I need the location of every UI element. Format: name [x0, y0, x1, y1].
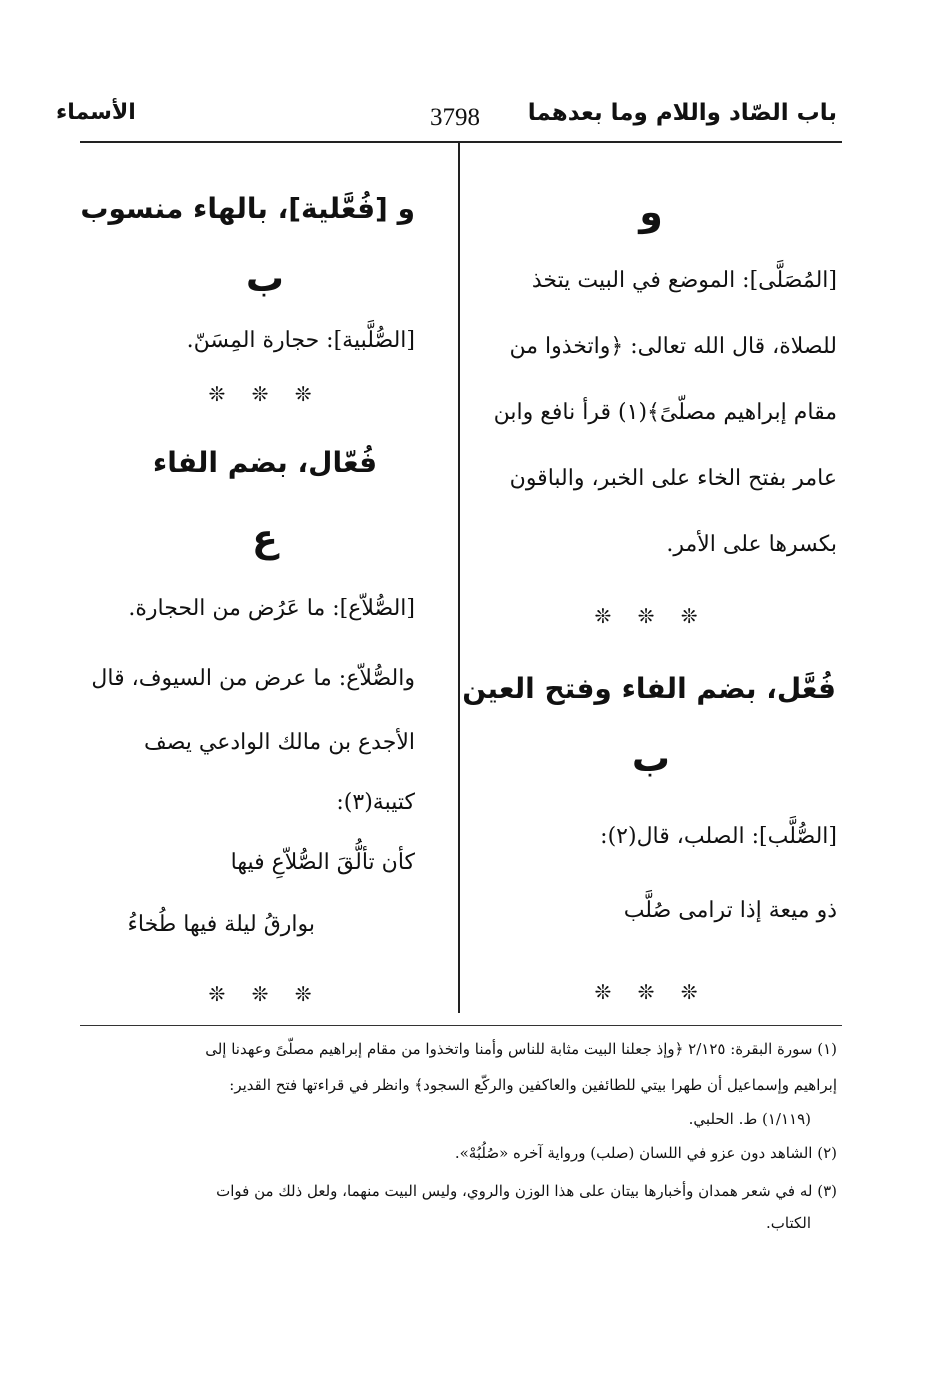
section-separator-stars: ❊ ❊ ❊: [208, 982, 322, 1006]
header-rule: [80, 141, 842, 143]
entry-musalla-line-3: مقام إبراهيم مصلّىً﴾(١) قرأ نافع وابن: [493, 400, 837, 425]
page-number: 3798: [430, 104, 480, 131]
chapter-title: باب الصّاد واللام وما بعدهما: [527, 100, 837, 126]
verse-line-1: كأن تألُّقَ الصُّلاّعِ فيها: [230, 850, 415, 875]
footnote-1-line-1: (١) سورة البقرة: ٢/١٢٥ ﴿وإذ جعلنا البيت مثابة للناس وأمنا واتخذوا من مقام إبراهيم مصلّىً وعهدنا إلى: [205, 1040, 837, 1058]
entry-musalla-line-1: [المُصَلَّى]: الموضع في البيت يتخذ: [531, 268, 837, 293]
entry-sullab: [الصُّلَّب]: الصلب، قال(٢):: [600, 824, 837, 849]
footnote-2: (٢) الشاهد دون عزو في اللسان (صلب) ورواية آخره «صُلُبُهْ».: [454, 1144, 837, 1162]
section-separator-stars: ❊ ❊ ❊: [594, 604, 708, 628]
entry-sullaa-line-2: والصُّلاّع: ما عرض من السيوف، قال: [91, 666, 415, 691]
entry-musalla-line-5: بكسرها على الأمر.: [666, 532, 837, 557]
verse-line-2: بوارقُ ليلة فيها طُخاءُ: [127, 912, 315, 937]
footnote-3-line-2: الكتاب.: [765, 1214, 811, 1232]
letter-ba-heading: ب: [245, 256, 285, 300]
pattern-heading-fuaal: فُعَّل، بضم الفاء وفتح العين: [462, 672, 836, 705]
column-divider: [458, 143, 460, 1013]
entry-sullaa-line-1: [الصُّلاّع]: ما عَرُض من الحجارة.: [128, 596, 415, 621]
section-separator-stars: ❊ ❊ ❊: [208, 382, 322, 406]
pattern-heading-fuaaliya: و [فُعَّلية]، بالهاء منسوب: [80, 192, 415, 225]
footnote-3-line-1: (٣) له في شعر همدان وأخبارها بيتان على هذا الوزن والروي، وليس البيت منهما، ولعل ذلك من فوات: [216, 1182, 837, 1200]
entry-musalla-line-4: عامر بفتح الخاء على الخبر، والباقون: [509, 466, 837, 491]
section-label: الأسماء: [56, 100, 136, 125]
section-separator-stars: ❊ ❊ ❊: [594, 980, 708, 1004]
entry-sullaa-line-3: الأجدع بن مالك الوادعي يصف: [143, 730, 415, 755]
footnote-1-line-3: (١/١١٩) ط. الحلبي.: [688, 1110, 811, 1128]
letter-waw-heading: و: [639, 190, 663, 234]
entry-sullabiya: [الصُّلَّبية]: حجارة المِسَنّ.: [186, 328, 415, 353]
letter-ba-heading: ب: [631, 736, 671, 780]
letter-ain-heading: ع: [252, 516, 278, 560]
entry-sullaa-line-4: كتيبة(٣):: [336, 790, 415, 815]
footnote-1-line-2: إبراهيم وإسماعيل أن طهرا بيتي للطائفين والعاكفين والركّع السجود﴾ وانظر في قراءتها فتح القدير:: [229, 1076, 837, 1094]
entry-musalla-line-2: للصلاة، قال الله تعالى: ﴿واتخذوا من: [509, 334, 837, 359]
pattern-heading-fuaal: فُعّال، بضم الفاء: [152, 446, 378, 479]
footnote-rule: [80, 1025, 842, 1026]
verse-sullab: ذو ميعة إذا ترامى صُلَّب: [623, 898, 837, 923]
